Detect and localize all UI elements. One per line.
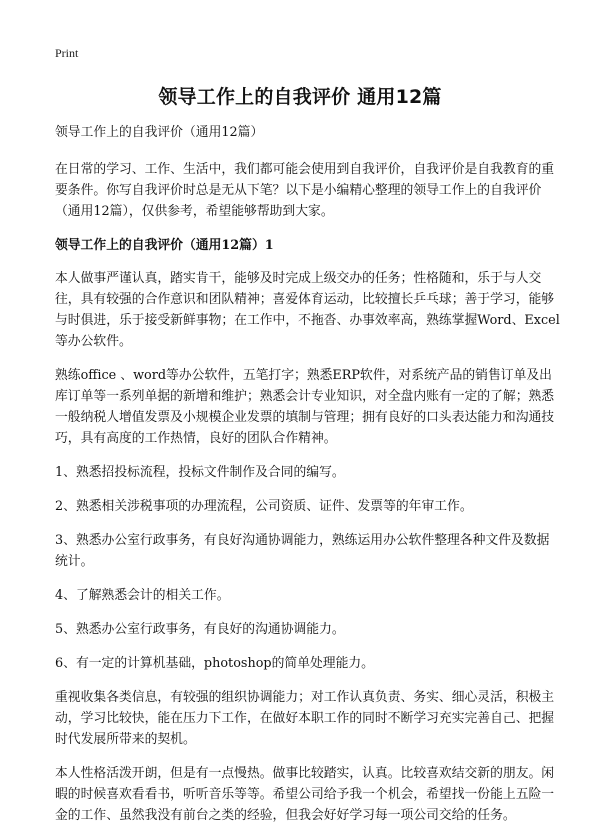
body-paragraph: 本人做事严谨认真，踏实肯干，能够及时完成上级交办的任务；性格随和，乐于与人交往，具有较强的合作意识和团队精神；喜爱体育运动，比较擅长乒乓球；善于学习，能够与时俱进，乐于接受新鲜事物；在工作中，不拖沓、办事效率高，熟练掌握Word、Excel等办公软件。 (55, 271, 560, 349)
body-paragraph: 熟练office 、word等办公软件，五笔打字；熟悉ERP软件，对系统产品的销售订单及出库订单等一系列单据的新增和维护；熟悉会计专业知识，对全盘内账有一定的了解；熟悉一般纳税人增值发票及小规模企业发票的填制与管理；拥有良好的口头表达能力和沟通技巧，具有高度的工作热情，良好的团队合作精神。 (55, 368, 555, 446)
intro-paragraph: 在日常的学习、工作、生活中，我们都可能会使用到自我评价，自我评价是自我教育的重要条件。你写自我评价时总是无从下笔？以下是小编精心整理的领导工作上的自我评价（通用12篇），仅供参考，希望能够帮助到大家。 (55, 162, 555, 219)
list-item: 4、了解熟悉会计的相关工作。 (55, 588, 230, 603)
list-item: 3、熟悉办公室行政事务，有良好沟通协调能力，熟练运用办公软件整理各种文件及数据统计。 (55, 533, 550, 569)
list-item: 1、熟悉招投标流程，投标文件制作及合同的编写。 (55, 465, 345, 480)
list-item: 5、熟悉办公室行政事务，有良好的沟通协调能力。 (55, 622, 345, 637)
list-item: 2、熟悉相关涉税事项的办理流程，公司资质、证件、发票等的年审工作。 (55, 499, 473, 514)
body-paragraph: 本人性格活泼开朗，但是有一点慢热。做事比较踏实，认真。比较喜欢结交新的朋友。闲暇的时候喜欢看看书，听听音乐等等。希望公司给予我一个机会，希望找一份能上五险一金的工作、虽然我没有前台之类的经验，但我会好好学习每一项公司交给的任务。 (55, 766, 555, 823)
list-item: 6、有一定的计算机基础，photoshop的简单处理能力。 (55, 656, 374, 671)
page-title: 领导工作上的自我评价 通用12篇 (158, 86, 442, 108)
body-paragraph: 重视收集各类信息，有较强的组织协调能力；对工作认真负责、务实、细心灵活，积极主动，学习比较快，能在压力下工作，在做好本职工作的同时不断学习充实完善自己、把握时代发展所带来的契机。 (55, 690, 555, 747)
print-link[interactable]: Print (55, 46, 79, 60)
section-heading: 领导工作上的自我评价（通用12篇）1 (55, 238, 274, 253)
document-body (55, 122, 560, 839)
document-subtitle: 领导工作上的自我评价（通用12篇） (55, 125, 264, 140)
